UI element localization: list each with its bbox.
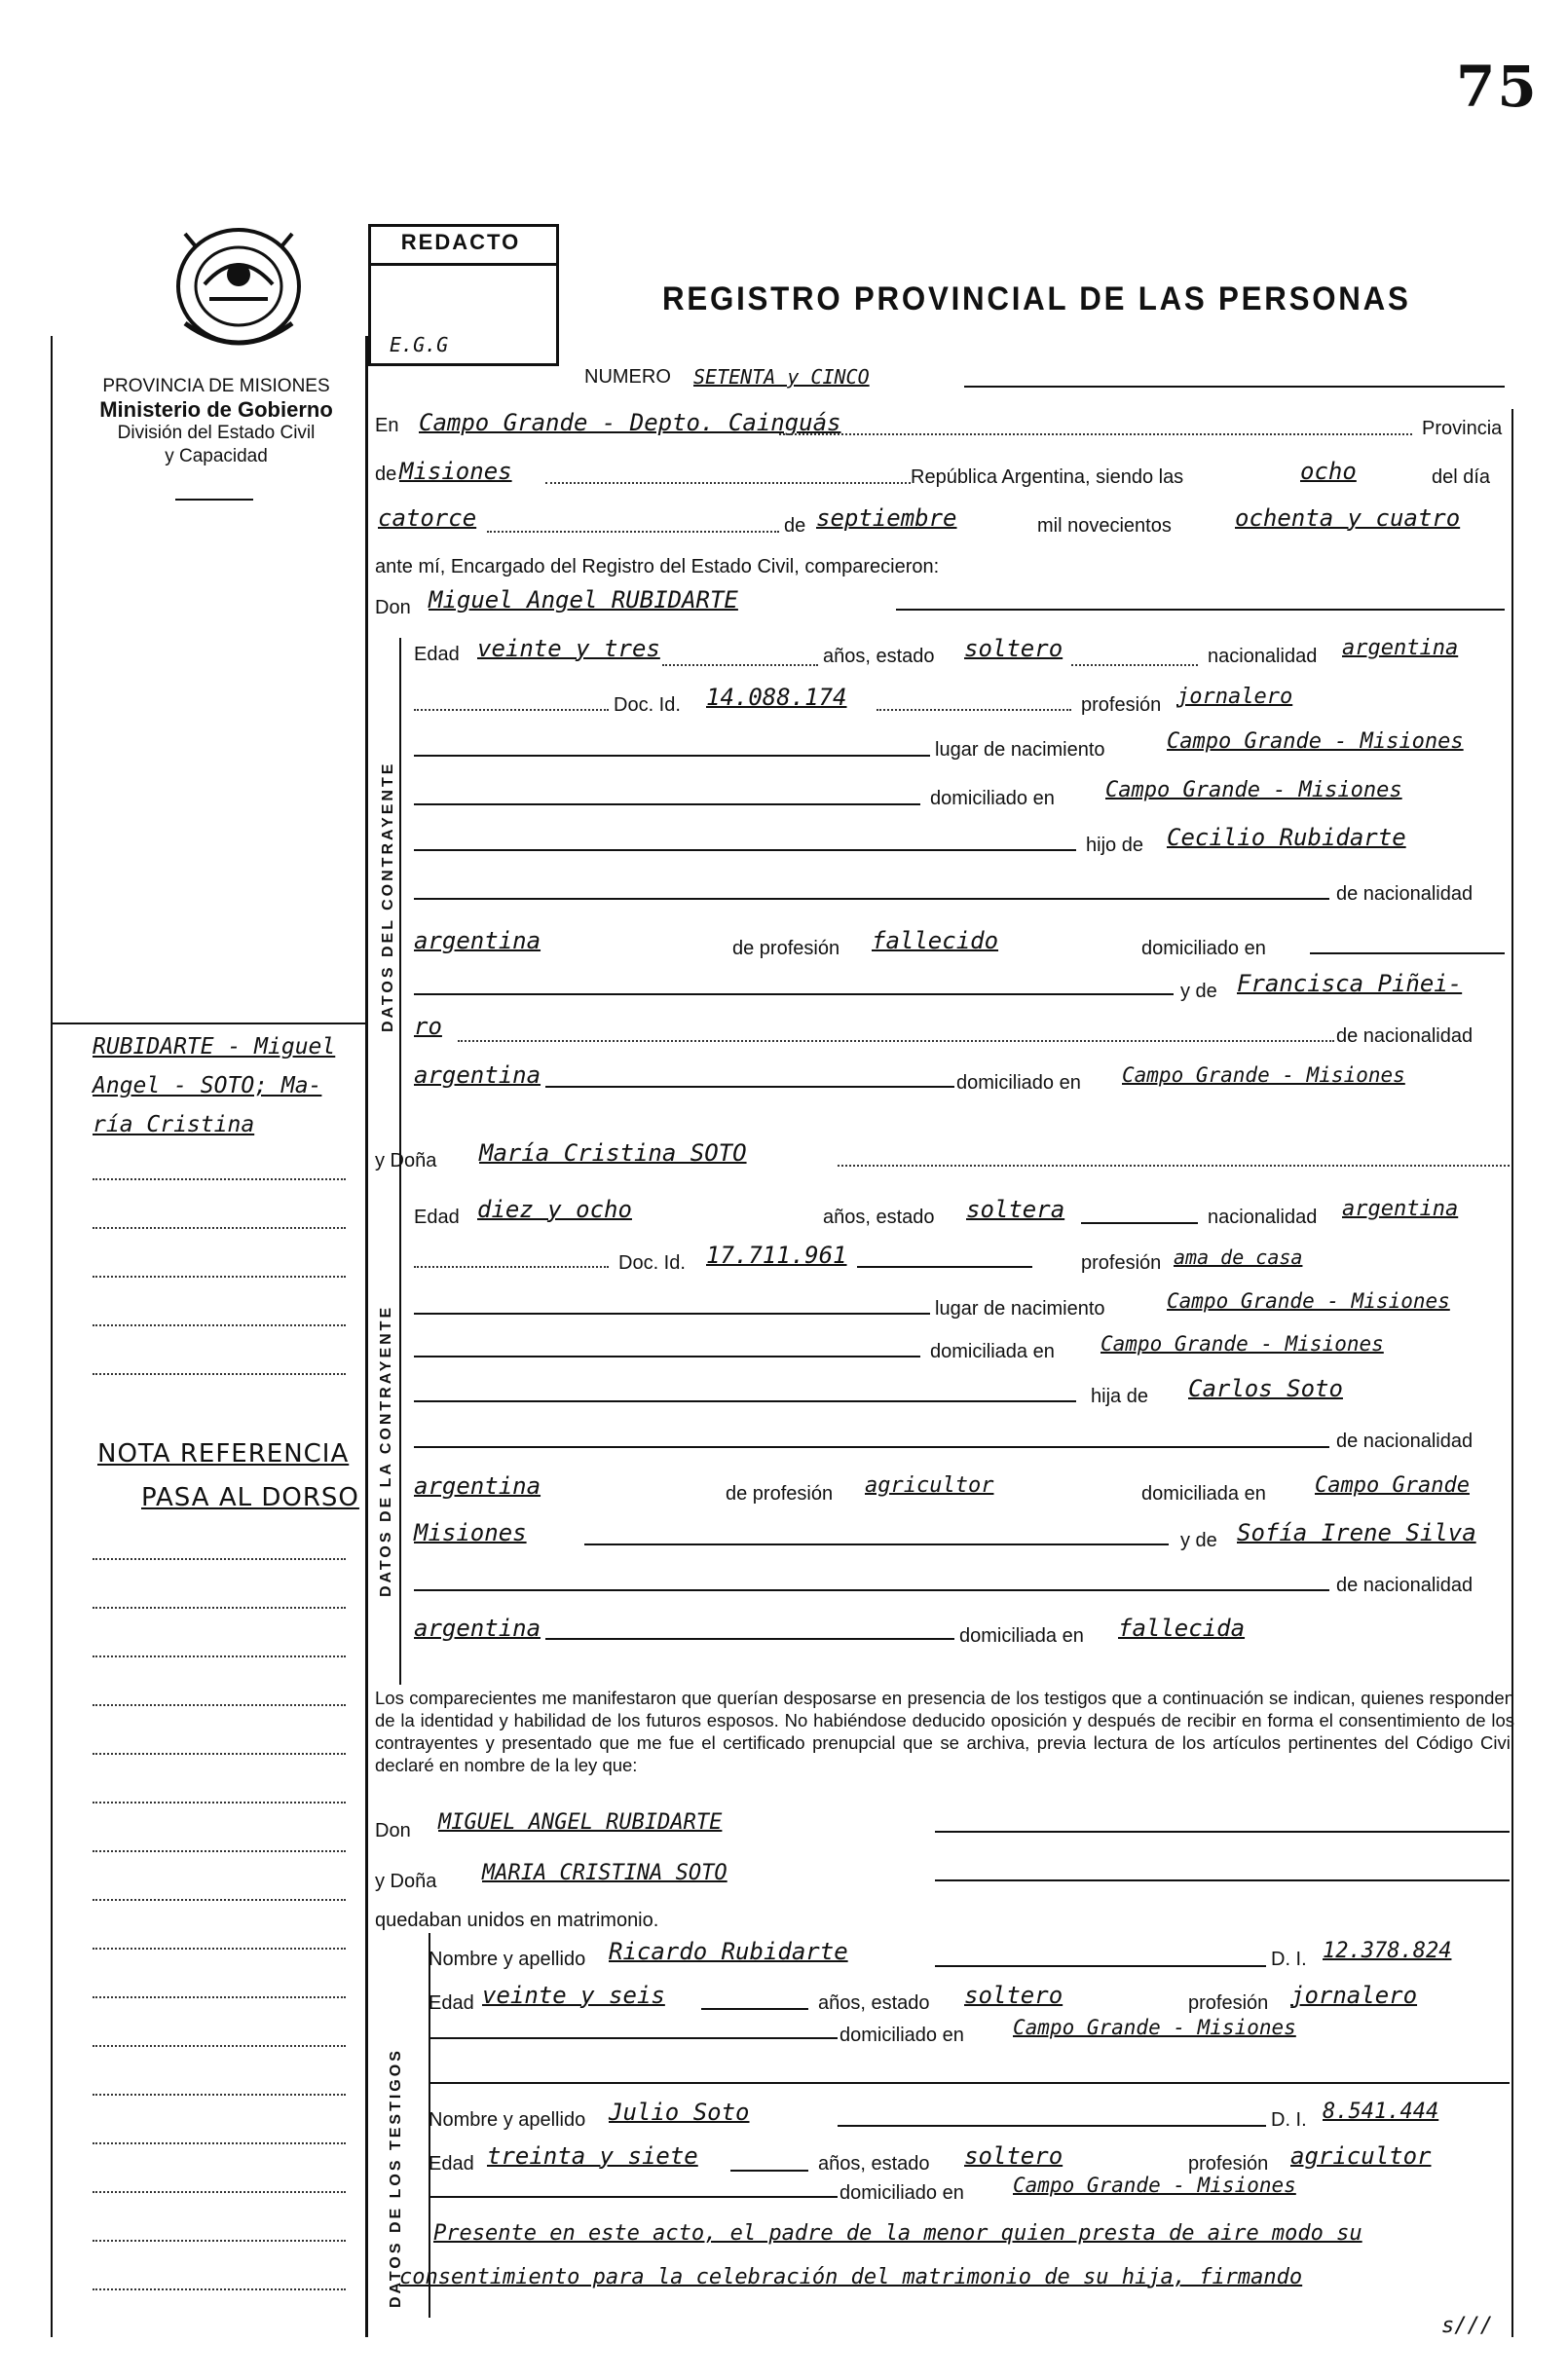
contrayenta-domicilio-line bbox=[414, 1356, 920, 1357]
contrayenta-lugar-nac: Campo Grande - Misiones bbox=[1167, 1289, 1450, 1313]
contrayenta-hija-label: hija de bbox=[1091, 1386, 1148, 1407]
contrayente-edad-label: Edad bbox=[414, 644, 460, 665]
contrayenta-lugar-nac-label: lugar de nacimiento bbox=[935, 1298, 1105, 1320]
contrayenta-doc-label: Doc. Id. bbox=[618, 1252, 686, 1274]
edad-line bbox=[662, 664, 818, 666]
hora-value: ocho bbox=[1300, 458, 1357, 485]
domicilio-line bbox=[414, 803, 920, 805]
nota-final-line2: consentimiento para la celebración del matrimonio de su hija, firmando bbox=[399, 2265, 1303, 2289]
nota-final-sigue: s/// bbox=[1441, 2314, 1493, 2338]
t1-dom-lead bbox=[429, 2037, 838, 2039]
contrayenta-de-nac-label: de nacionalidad bbox=[1336, 1431, 1474, 1452]
t1-nombre-line bbox=[935, 1965, 1266, 1967]
contrayenta-nacionalidad-label: nacionalidad bbox=[1208, 1207, 1318, 1228]
de-label: de bbox=[375, 464, 397, 485]
t1-profesion-label: profesión bbox=[1188, 1992, 1269, 2014]
t1-edad: veinte y seis bbox=[482, 1982, 665, 2009]
contrayente-lugar-nac: Campo Grande - Misiones bbox=[1167, 729, 1464, 754]
contrayente-y-de-label: y de bbox=[1180, 981, 1217, 1002]
padre-dom-line bbox=[1310, 952, 1505, 954]
ministry-label: Ministerio de Gobierno bbox=[99, 397, 333, 422]
t2-edad: treinta y siete bbox=[487, 2142, 698, 2170]
contrayente-madre-dom: Campo Grande - Misiones bbox=[1122, 1063, 1405, 1087]
contrayenta-domiciliada-label: domiciliada en bbox=[1141, 1483, 1266, 1505]
contrayente-madre-de-nac-label: de nacionalidad bbox=[1336, 1025, 1474, 1047]
contrayenta-nombre: María Cristina SOTO bbox=[479, 1139, 747, 1167]
outer-right-rule bbox=[1511, 409, 1513, 2337]
contrayenta-estado-line bbox=[1081, 1222, 1198, 1224]
anio-label: mil novecientos bbox=[1037, 515, 1172, 537]
t1-estado: soltero bbox=[964, 1982, 1063, 2009]
pasa-al-dorso: PASA AL DORSO bbox=[141, 1483, 359, 1512]
republica-label: República Argentina, siendo las bbox=[911, 466, 1184, 488]
contrayenta-profesion-label: profesión bbox=[1081, 1252, 1162, 1274]
contrayenta-doc-lead bbox=[414, 1266, 609, 1268]
t2-profesion: agricultor bbox=[1290, 2142, 1432, 2170]
lugar-line bbox=[779, 433, 1412, 435]
contrayenta-padre: Carlos Soto bbox=[1188, 1375, 1343, 1402]
contrayente-nombre-line bbox=[896, 609, 1505, 611]
madre-nac-line bbox=[458, 1040, 1334, 1042]
contrayenta-madre-lead bbox=[584, 1543, 1169, 1545]
numero-label: NUMERO bbox=[584, 366, 671, 388]
contrayenta-madre-nac: argentina bbox=[414, 1615, 541, 1642]
declaracion-don: MIGUEL ANGEL RUBIDARTE bbox=[438, 1810, 723, 1835]
contrayente-madre: Francisca Piñei- bbox=[1237, 970, 1463, 997]
nota-referencia: NOTA REFERENCIA bbox=[97, 1439, 350, 1469]
t2-dom-lead bbox=[429, 2196, 838, 2198]
t1-nombre-label: Nombre y apellido bbox=[429, 1949, 586, 1970]
doc-line bbox=[877, 709, 1071, 711]
contrayenta-madre-dom-label: domiciliada en bbox=[959, 1625, 1084, 1647]
dia-value: catorce bbox=[378, 504, 477, 532]
mes-label: de bbox=[784, 515, 806, 537]
t2-di: 8.541.444 bbox=[1323, 2100, 1439, 2124]
t2-estado-label: años, estado bbox=[818, 2153, 930, 2175]
t1-domicilio: Campo Grande - Misiones bbox=[1013, 2016, 1296, 2039]
t1-nombre: Ricardo Rubidarte bbox=[609, 1938, 848, 1965]
division-label: División del Estado Civil bbox=[117, 423, 316, 443]
margin-line2: Angel - SOTO; Ma- bbox=[93, 1073, 322, 1098]
t1-estado-label: años, estado bbox=[818, 1992, 930, 2014]
page-number: 75 bbox=[1456, 54, 1539, 120]
contrayente-profesion-label: profesión bbox=[1081, 694, 1162, 716]
contrayente-madre-dom-label: domiciliado en bbox=[956, 1072, 1081, 1094]
redacto-divider bbox=[368, 263, 556, 266]
main-left-rule bbox=[365, 336, 368, 2337]
contrayenta-de-prof-label: de profesión bbox=[726, 1483, 834, 1505]
contrayente-madre-nac: argentina bbox=[414, 1061, 541, 1089]
declaracion-dona-label: y Doña bbox=[375, 1871, 437, 1892]
contrayenta-estado: soltera bbox=[966, 1196, 1065, 1223]
contrayenta-domicilio-label: domiciliada en bbox=[930, 1341, 1055, 1362]
contrayenta-padre-dom: Campo Grande bbox=[1315, 1473, 1470, 1498]
contrayente-doc: 14.088.174 bbox=[706, 684, 847, 711]
t1-edad-line bbox=[701, 2008, 808, 2010]
t1-edad-label: Edad bbox=[429, 1992, 474, 2014]
contrayente-padre: Cecilio Rubidarte bbox=[1167, 824, 1406, 851]
ante-mi-text: ante mí, Encargado del Registro del Estado Civil, comparecieron: bbox=[375, 556, 940, 577]
t2-di-label: D. I. bbox=[1271, 2109, 1307, 2131]
contrayenta-padre-nac-line bbox=[414, 1446, 1329, 1448]
t2-domicilio: Campo Grande - Misiones bbox=[1013, 2174, 1296, 2197]
testigos-divider bbox=[429, 2082, 1510, 2084]
estado-line bbox=[1071, 664, 1198, 666]
contrayente-nacionalidad: argentina bbox=[1342, 636, 1459, 660]
contrayente-padre-prof: fallecido bbox=[872, 927, 999, 954]
contrayenta-doc-line bbox=[857, 1266, 1032, 1268]
contrayente-profesion: jornalero bbox=[1176, 685, 1293, 709]
padre-nac-line bbox=[414, 898, 1329, 900]
left-header bbox=[70, 375, 362, 468]
nota-final-line1: Presente en este acto, el padre de la menor quien presta de aire modo su bbox=[433, 2221, 1362, 2246]
margin-line1: RUBIDARTE - Miguel bbox=[93, 1034, 336, 1060]
contrayente-edad: veinte y tres bbox=[477, 635, 660, 662]
contrayente-de-nac-label: de nacionalidad bbox=[1336, 883, 1474, 905]
contrayente-section-label: DATOS DEL CONTRAYENTE bbox=[380, 761, 396, 1032]
contrayenta-edad: diez y ocho bbox=[477, 1196, 632, 1223]
t1-di-label: D. I. bbox=[1271, 1949, 1307, 1970]
contrayente-domicilio-label: domiciliado en bbox=[930, 788, 1055, 809]
t1-profesion: jornalero bbox=[1290, 1982, 1418, 2009]
mes-value: septiembre bbox=[816, 504, 957, 532]
contrayenta-nombre-line bbox=[838, 1165, 1510, 1167]
contrayenta-madre-nac-line bbox=[414, 1589, 1329, 1591]
document-title: REGISTRO PROVINCIAL DE LAS PERSONAS bbox=[662, 280, 1411, 317]
t2-nombre-label: Nombre y apellido bbox=[429, 2109, 586, 2131]
left-header-divider bbox=[175, 499, 253, 501]
margin-line3: ría Cristina bbox=[93, 1112, 255, 1137]
lugar-nac-line bbox=[414, 755, 930, 757]
t1-di: 12.378.824 bbox=[1323, 1939, 1452, 1963]
contrayenta-y-de-label: y de bbox=[1180, 1530, 1217, 1551]
don-label: Don bbox=[375, 597, 411, 618]
t2-edad-label: Edad bbox=[429, 2153, 474, 2175]
contrayenta-profesion: ama de casa bbox=[1174, 1246, 1303, 1269]
t2-domiciliado-label: domiciliado en bbox=[839, 2182, 964, 2204]
province-label: PROVINCIA DE MISIONES bbox=[102, 376, 330, 396]
contrayenta-madre-dom-lead bbox=[545, 1638, 954, 1640]
contrayente-domicilio: Campo Grande - Misiones bbox=[1105, 778, 1402, 802]
contrayente-doc-label: Doc. Id. bbox=[614, 694, 681, 716]
contrayente-de-prof-label: de profesión bbox=[732, 938, 840, 959]
dia-label: del día bbox=[1432, 466, 1491, 488]
contrayenta-madre-de-nac-label: de nacionalidad bbox=[1336, 1575, 1474, 1596]
t2-edad-line bbox=[730, 2170, 808, 2172]
t2-nombre: Julio Soto bbox=[609, 2099, 750, 2126]
contrayenta-padre-prof: agricultor bbox=[865, 1473, 994, 1498]
t2-estado: soltero bbox=[964, 2142, 1063, 2170]
anio-value: ochenta y cuatro bbox=[1235, 504, 1461, 532]
declaracion-text: Los comparecientes me manifestaron que querían desposarse en presencia de los testigos que a continuación se indican, quienes responden de la identidad y habilidad de los futuros esposos. No habiéndose deducido oposición y después de recibir en forma el consentimiento de los contrayentes y presentado que me fue el certificado prenupcial que se archiva, previa lectura de los artículos pertinentes del Código Civil declaré en nombre de la ley que: bbox=[375, 1688, 1514, 1775]
contrayenta-madre: Sofía Irene Silva bbox=[1237, 1519, 1476, 1546]
contrayenta-domicilio: Campo Grande - Misiones bbox=[1101, 1332, 1384, 1356]
contrayente-nacionalidad-label: nacionalidad bbox=[1208, 646, 1318, 667]
contrayenta-edad-label: Edad bbox=[414, 1207, 460, 1228]
contrayenta-estado-label: años, estado bbox=[823, 1207, 935, 1228]
redacto-value: E.G.G bbox=[390, 333, 449, 356]
declaracion-dona-line bbox=[935, 1879, 1510, 1881]
contrayenta-section-label: DATOS DE LA CONTRAYENTE bbox=[378, 1304, 394, 1597]
contrayenta-madre-dom: fallecida bbox=[1118, 1615, 1246, 1642]
doc-lead-line bbox=[414, 709, 609, 711]
declaracion-don-line bbox=[935, 1831, 1510, 1833]
provincial-seal-icon bbox=[166, 216, 312, 362]
t2-profesion-label: profesión bbox=[1188, 2153, 1269, 2175]
contrayente-lugar-nac-label: lugar de nacimiento bbox=[935, 739, 1105, 761]
contrayente-madre-cont: ro bbox=[414, 1013, 442, 1040]
contrayente-padre-nac: argentina bbox=[414, 927, 541, 954]
declaracion-dona: MARIA CRISTINA SOTO bbox=[482, 1861, 728, 1885]
contrayente-nombre: Miguel Angel RUBIDARTE bbox=[429, 586, 738, 614]
contrayente-hijo-label: hijo de bbox=[1086, 835, 1143, 856]
lugar-value: Campo Grande - Depto. Cainguás bbox=[419, 409, 841, 436]
declaracion-don-label: Don bbox=[375, 1820, 411, 1841]
contrayenta-nacionalidad: argentina bbox=[1342, 1197, 1459, 1221]
numero-value: SETENTA y CINCO bbox=[693, 365, 870, 389]
outer-left-rule bbox=[51, 336, 53, 2337]
contrayente-domiciliado-label: domiciliado en bbox=[1141, 938, 1266, 959]
testigos-section-label: DATOS DE LOS TESTIGOS bbox=[388, 2048, 404, 2308]
contrayente-estado: soltero bbox=[964, 635, 1063, 662]
contrayenta-padre-nac: argentina bbox=[414, 1472, 541, 1500]
t2-nombre-line bbox=[838, 2125, 1266, 2127]
capacity-label: y Capacidad bbox=[165, 446, 268, 466]
redacto-label: REDACTO bbox=[400, 230, 521, 254]
provincia-line bbox=[545, 482, 911, 484]
hijo-line bbox=[414, 849, 1076, 851]
unidos-text: quedaban unidos en matrimonio. bbox=[375, 1910, 659, 1931]
margin-top-rule bbox=[51, 1023, 365, 1024]
madre-lead-line bbox=[414, 993, 1174, 995]
hija-line bbox=[414, 1400, 1076, 1402]
contrayenta-padre-dom-cont: Misiones bbox=[414, 1519, 527, 1546]
contrayenta-doc: 17.711.961 bbox=[706, 1242, 847, 1269]
provincia-value: Misiones bbox=[399, 458, 512, 485]
contrayenta-lugar-nac-line bbox=[414, 1313, 930, 1315]
contrayente-estado-label: años, estado bbox=[823, 646, 935, 667]
madre-dom-lead bbox=[545, 1086, 954, 1088]
dia-line bbox=[487, 531, 779, 533]
numero-line bbox=[964, 386, 1505, 388]
dona-label: y Doña bbox=[375, 1150, 437, 1171]
provincia-label: Provincia bbox=[1422, 418, 1503, 439]
t1-domiciliado-label: domiciliado en bbox=[839, 2025, 964, 2046]
en-label: En bbox=[375, 415, 399, 436]
